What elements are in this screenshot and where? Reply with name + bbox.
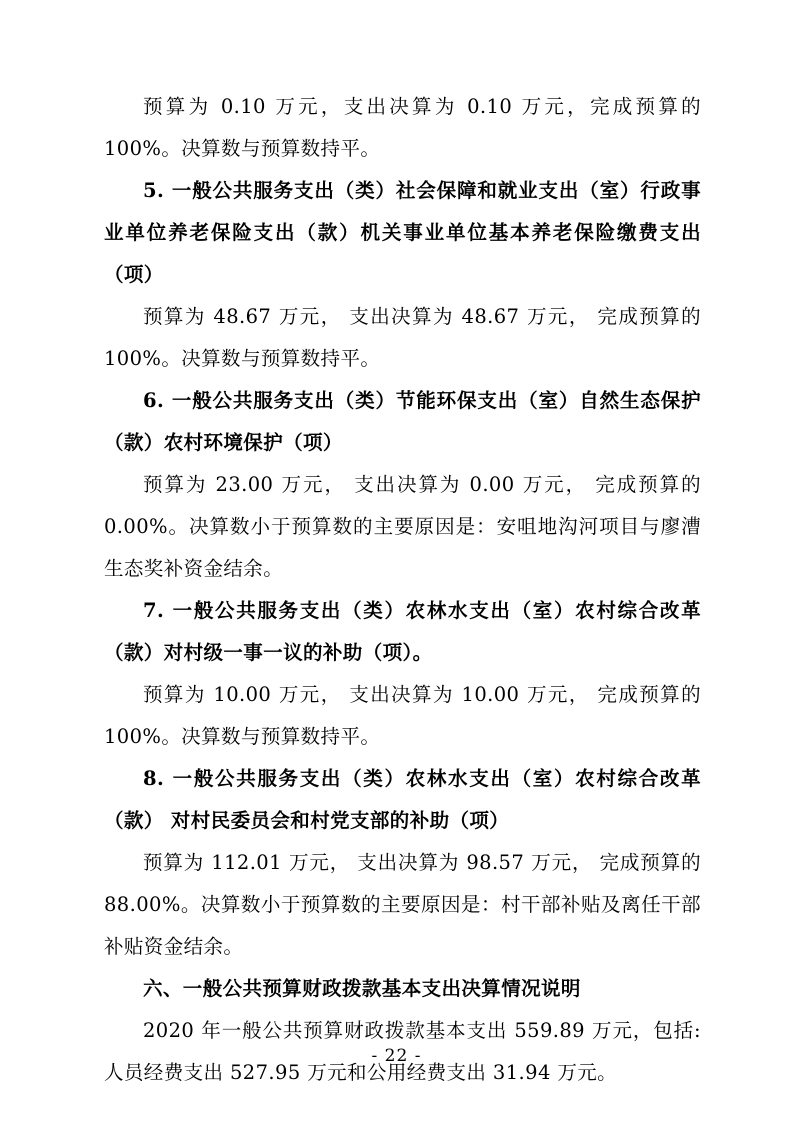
paragraph-4: 预算为 10.00 万元， 支出决算为 10.00 万元， 完成预算的 100%。决算数与预算数持平。 xyxy=(104,683,701,748)
heading-item-7: 7. 一般公共服务支出（类）农林水支出（室）农村综合改革（款）对村级一事一议的补助（项）。 xyxy=(104,599,701,664)
heading-section-six: 六、一般公共预算财政拨款基本支出决算情况说明 xyxy=(143,977,581,1000)
heading-item-5: 5. 一般公共服务支出（类）社会保障和就业支出（室）行政事业单位养老保险支出（款）机关事业单位基本养老保险缴费支出（项） xyxy=(104,179,701,286)
page-number: - 22 - xyxy=(371,1046,422,1066)
paragraph-3: 预算为 23.00 万元， 支出决算为 0.00 万元， 完成预算的 0.00%。决算数小于预算数的主要原因是：安咀地沟河项目与廖漕生态奖补资金结余。 xyxy=(104,473,701,580)
heading-item-8: 8. 一般公共服务支出（类）农林水支出（室）农村综合改革（款） 对村民委员会和村党支部的补助（项） xyxy=(104,767,701,832)
paragraph-1: 预算为 0.10 万元，支出决算为 0.10 万元，完成预算的 100%。决算数与预算数持平。 xyxy=(104,95,701,160)
paragraph-6: 2020 年一般公共预算财政拨款基本支出 559.89 万元，包括: 人员经费支出 527.95 万元和公用经费支出 31.94 万元。 xyxy=(104,1019,701,1084)
heading-item-6: 6. 一般公共服务支出（类）节能环保支出（室）自然生态保护（款）农村环境保护（项） xyxy=(104,389,701,454)
document-body xyxy=(104,86,701,1094)
paragraph-2: 预算为 48.67 万元， 支出决算为 48.67 万元， 完成预算的 100%。决算数与预算数持平。 xyxy=(104,305,701,370)
paragraph-5: 预算为 112.01 万元， 支出决算为 98.57 万元， 完成预算的 88.00%。决算数小于预算数的主要原因是：村干部补贴及离任干部补贴资金结余。 xyxy=(104,851,701,958)
